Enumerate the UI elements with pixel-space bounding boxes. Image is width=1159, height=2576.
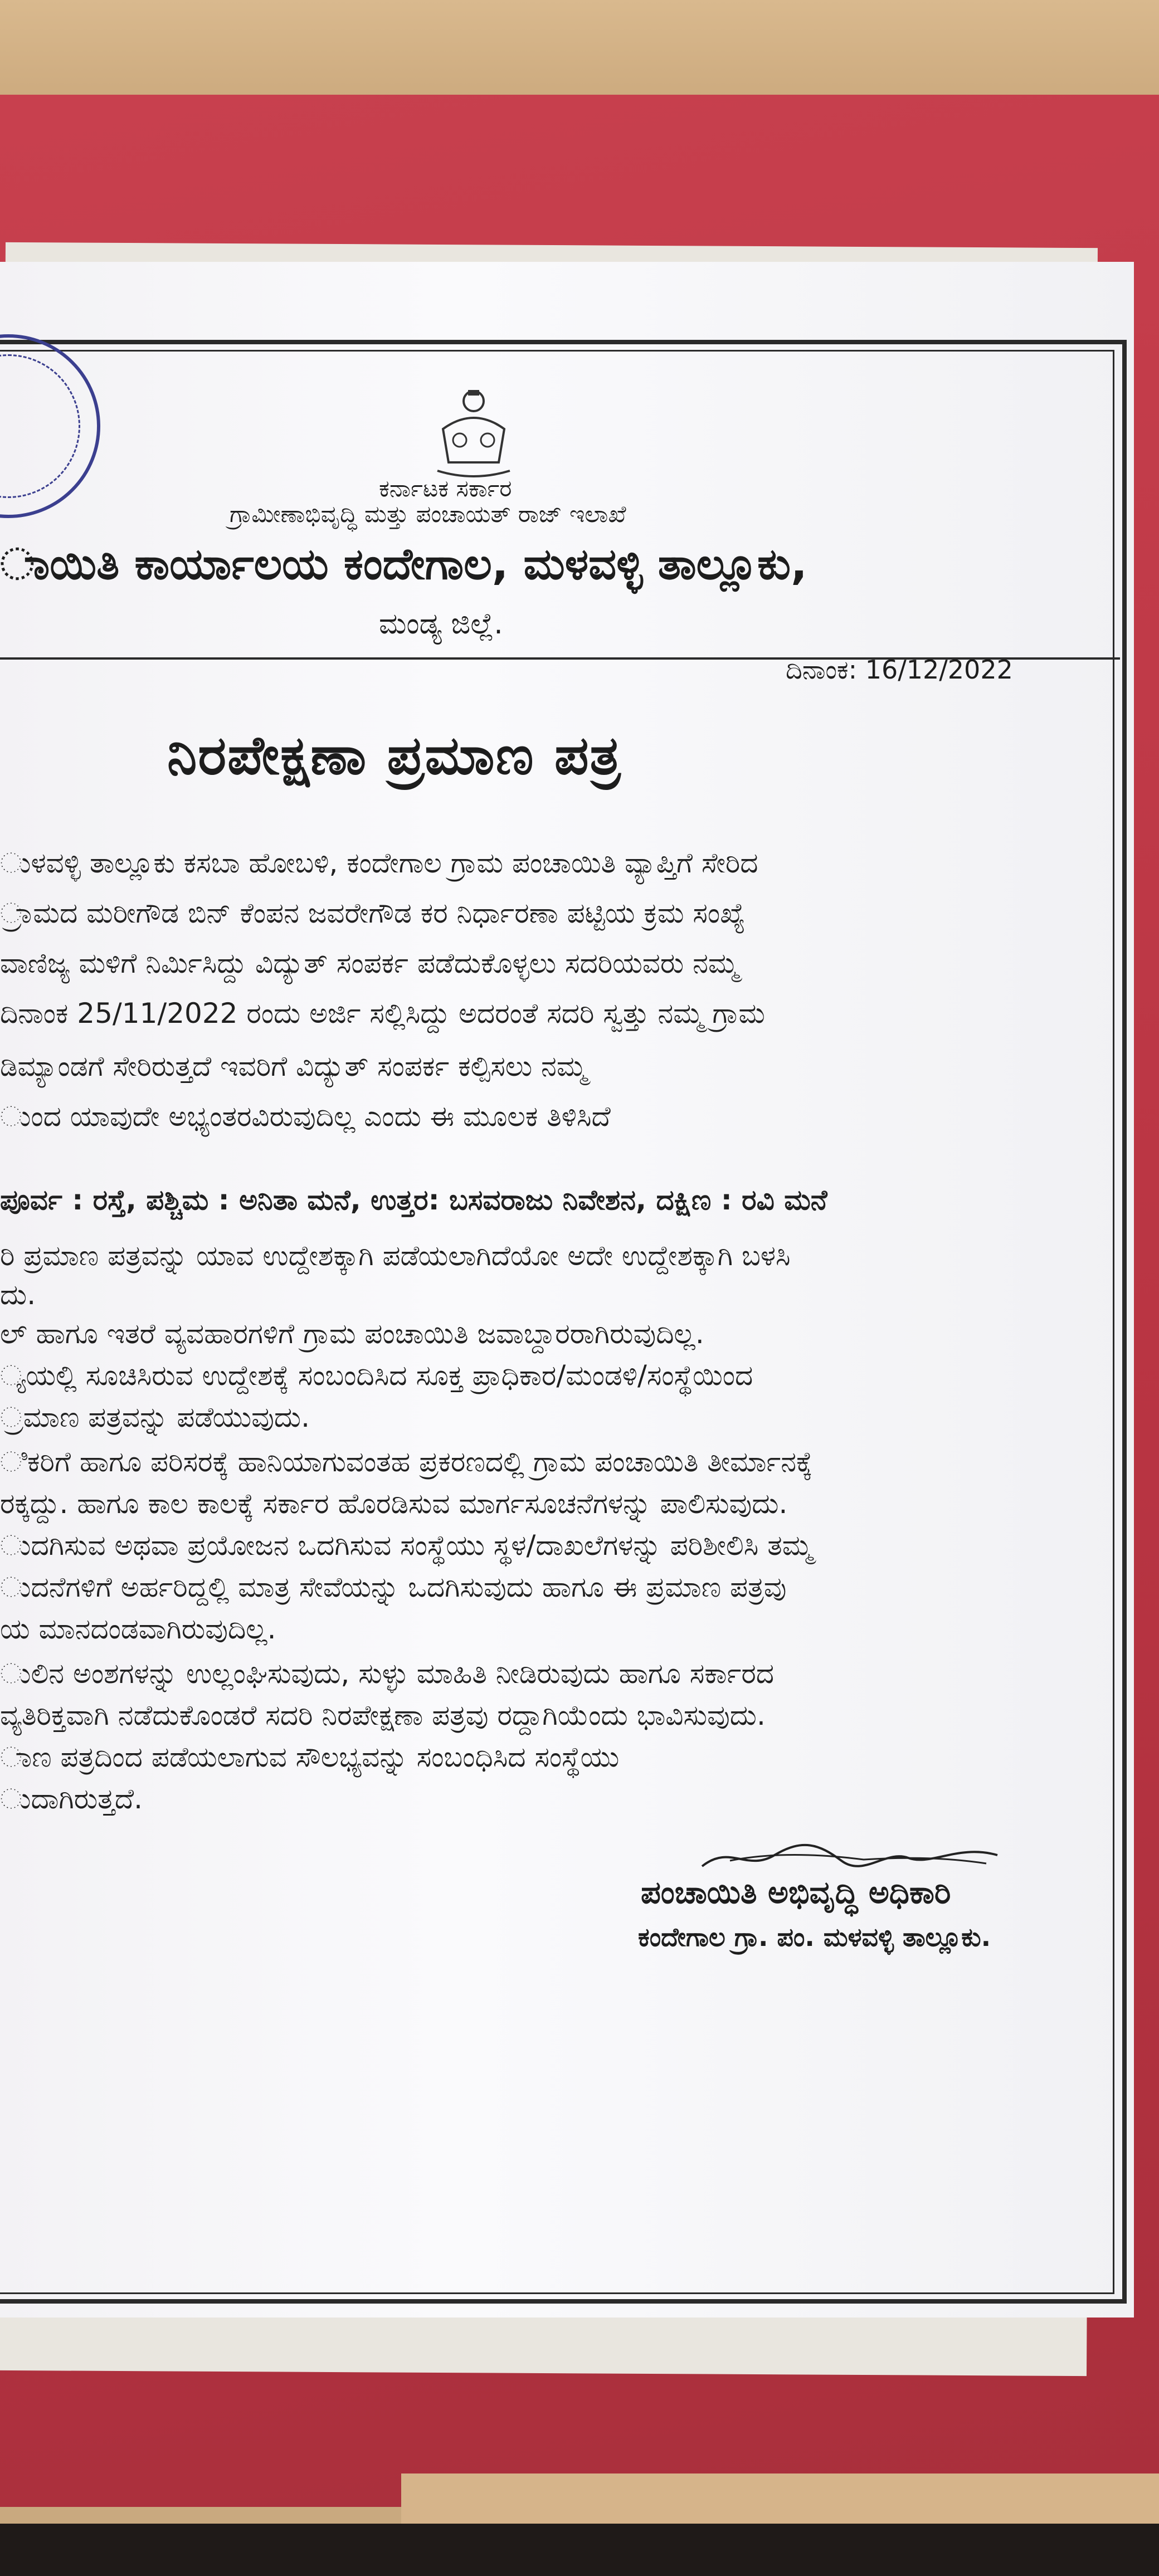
body-line: ುಳವಳ್ಳಿ ತಾಲ್ಲೂಕು ಕಸಬಾ ಹೋಬಳಿ, ಕಂದೇಗಾಲ ಗ್ರಾಮ ಪಂಚಾಯಿತಿ ವ್ಯಾಪ್ತಿಗೆ ಸೇರಿದ	[0, 847, 758, 879]
district-label: ಮಂಡ್ಯ ಜಿಲ್ಲೆ.	[379, 607, 503, 641]
office-heading: ಾಯಿತಿ ಕಾರ್ಯಾಲಯ ಕಂದೇಗಾಲ, ಮಳವಳ್ಳಿ ತಾಲ್ಲೂಕು,	[0, 539, 807, 589]
condition-line: ರಿ ಪ್ರಮಾಣ ಪತ್ರವನ್ನು ಯಾವ ಉದ್ದೇಶಕ್ಕಾಗಿ ಪಡೆಯಲಾಗಿದೆಯೋ ಅದೇ ಉದ್ದೇಶಕ್ಕಾಗಿ ಬಳಸಿ	[0, 1240, 791, 1272]
condition-line: ದು.	[0, 1279, 36, 1311]
certificate-title: ನಿರಪೇಕ್ಷಣಾ ಪ್ರಮಾಣ ಪತ್ರ	[167, 724, 622, 787]
signatory-designation: ಪಂಚಾಯಿತಿ ಅಭಿವೃದ್ಧಿ ಅಧಿಕಾರಿ	[641, 1875, 951, 1911]
condition-line: ುದಾಗಿರುತ್ತದೆ.	[0, 1783, 143, 1815]
bottom-dark-strip	[0, 2524, 1159, 2576]
condition-line: ಯ ಮಾನದಂಡವಾಗಿರುವುದಿಲ್ಲ.	[0, 1613, 276, 1645]
condition-line: ಿಕರಿಗೆ ಹಾಗೂ ಪರಿಸರಕ್ಕೆ ಹಾನಿಯಾಗುವಂತಹ ಪ್ರಕರಣದಲ್ಲಿ ಗ್ರಾಮ ಪಂಚಾಯಿತಿ ತೀರ್ಮಾನಕ್ಕೆ	[0, 1446, 813, 1478]
body-line: ುಂದ ಯಾವುದೇ ಅಭ್ಯಂತರವಿರುವುದಿಲ್ಲ ಎಂದು ಈ ಮೂಲಕ ತಿಳಿಸಿದೆ	[0, 1100, 611, 1133]
document-date: ದಿನಾಂಕ: 16/12/2022	[786, 655, 1013, 685]
condition-line: ುಲಿನ ಅಂಶಗಳನ್ನು ಉಲ್ಲಂಘಿಸುವುದು, ಸುಳ್ಳು ಮಾಹಿತಿ ನೀಡಿರುವುದು ಹಾಗೂ ಸರ್ಕಾರದ	[0, 1657, 775, 1690]
condition-line: ವ್ಯತಿರಿಕ್ತವಾಗಿ ನಡೆದುಕೊಂಡರೆ ಸದರಿ ನಿರಪೇಕ್ಷಣಾ ಪತ್ರವು ರದ್ದಾಗಿಯೆಂದು ಭಾವಿಸುವುದು.	[0, 1699, 766, 1731]
government-label: ಕರ್ನಾಟಕ ಸರ್ಕಾರ	[379, 475, 512, 502]
body-line: ್ರಾಮದ ಮರೀಗೌಡ ಬಿನ್ ಕೆಂಪನ ಜವರೇಗೌಡ ಕರ ನಿರ್ಧಾರಣಾ ಪಟ್ಟಿಯ ಕ್ರಮ ಸಂಖ್ಯೆ	[0, 897, 746, 929]
state-emblem-icon	[421, 379, 527, 485]
department-label: ಗ್ರಾಮೀಣಾಭಿವೃದ್ಧಿ ಮತ್ತು ಪಂಚಾಯತ್ ರಾಜ್ ಇಲಾಖೆ	[230, 500, 626, 528]
condition-line: ುದನೆಗಳಿಗೆ ಅರ್ಹರಿದ್ದಲ್ಲಿ ಮಾತ್ರ ಸೇವೆಯನ್ನು ಒದಗಿಸುವುದು ಹಾಗೂ ಈ ಪ್ರಮಾಣ ಪತ್ರವು	[0, 1571, 787, 1603]
signature-scrawl	[697, 1838, 1009, 1877]
signatory-office: ಕಂದೇಗಾಲ ಗ್ರಾ. ಪಂ. ಮಳವಳ್ಳಿ ತಾಲ್ಲೂಕು.	[638, 1922, 991, 1952]
condition-line: ್ರಮಾಣ ಪತ್ರವನ್ನು ಪಡೆಯುವುದು.	[0, 1401, 310, 1433]
condition-line: ಾಣ ಪತ್ರದಿಂದ ಪಡೆಯಲಾಗುವ ಸೌಲಭ್ಯವನ್ನು ಸಂಬಂಧಿಸಿದ ಸಂಸ್ಥೆಯು	[0, 1741, 620, 1773]
condition-line: ರಕ್ಕದ್ದು. ಹಾಗೂ ಕಾಲ ಕಾಲಕ್ಕೆ ಸರ್ಕಾರ ಹೊರಡಿಸುವ ಮಾರ್ಗಸೂಚನೆಗಳನ್ನು ಪಾಲಿಸುವುದು.	[0, 1487, 788, 1520]
condition-line: ುದಗಿಸುವ ಅಥವಾ ಪ್ರಯೋಜನ ಒದಗಿಸುವ ಸಂಸ್ಥೆಯು ಸ್ಥಳ/ದಾಖಲೆಗಳನ್ನು ಪರಿಶೀಲಿಸಿ ತಮ್ಮ	[0, 1529, 813, 1562]
body-line: ಡಿಮ್ಯಾಂಡಗೆ ಸೇರಿರುತ್ತದೆ ಇವರಿಗೆ ವಿದ್ಯುತ್ ಸಂಪರ್ಕ ಕಲ್ಪಿಸಲು ನಮ್ಮ	[0, 1050, 587, 1082]
body-line: ವಾಣಿಜ್ಯ ಮಳಿಗೆ ನಿರ್ಮಿಸಿದ್ದು ವಿದ್ಯುತ್ ಸಂಪರ್ಕ ಪಡೆದುಕೊಳ್ಳಲು ಸದರಿಯವರು ನಮ್ಮ	[0, 947, 739, 979]
condition-line: ್ಯಯಲ್ಲಿ ಸೂಚಿಸಿರುವ ಉದ್ದೇಶಕ್ಕೆ ಸಂಬಂದಿಸಿದ ಸೂಕ್ತ ಪ್ರಾಧಿಕಾರ/ಮಂಡಳಿ/ಸಂಸ್ಥೆಯಿಂದ	[0, 1359, 753, 1392]
boundary-line: ಪೂರ್ವ : ರಸ್ತೆ, ಪಶ್ಚಿಮ : ಅನಿತಾ ಮನೆ, ಉತ್ತರ: ಬಸವರಾಜು ನಿವೇಶನ, ದಕ್ಷಿಣ : ರವಿ ಮನೆ	[0, 1184, 827, 1216]
body-line: ದಿನಾಂಕ 25/11/2022 ರಂದು ಅರ್ಜಿ ಸಲ್ಲಿಸಿದ್ದು ಅದರಂತೆ ಸದರಿ ಸ್ವತ್ತು ನಮ್ಮ ಗ್ರಾಮ	[0, 997, 765, 1030]
condition-line: ಲ್ ಹಾಗೂ ಇತರೆ ವ್ಯವಹಾರಗಳಿಗೆ ಗ್ರಾಮ ಪಂಚಾಯಿತಿ ಜವಾಬ್ದಾರರಾಗಿರುವುದಿಲ್ಲ.	[0, 1318, 704, 1350]
